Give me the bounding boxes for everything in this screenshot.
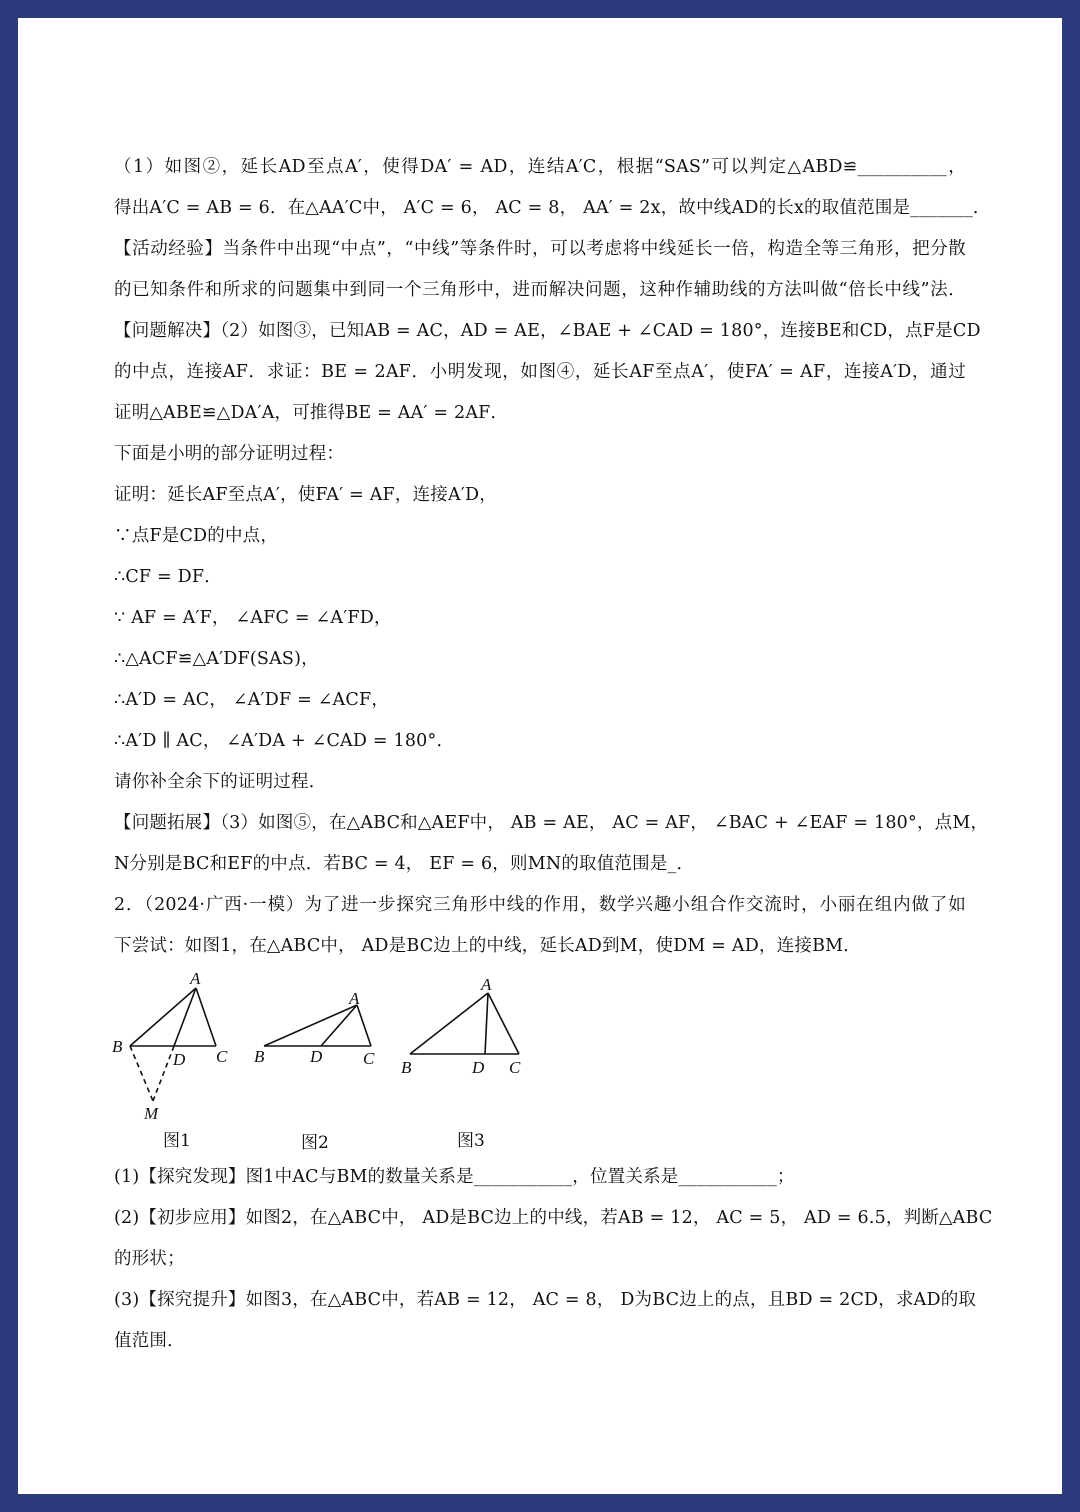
fig1-label-b: B <box>112 1037 123 1056</box>
text-line: 2．（2024·广西·一模）为了进一步探究三角形中线的作用，数学兴趣小组合作交流时，小丽在组内做了如 <box>114 895 966 915</box>
fig3-caption: 图3 <box>457 1131 485 1151</box>
fig1-caption: 图1 <box>163 1131 191 1151</box>
text-line: 【问题解决】（2）如图③，已知AB = AC，AD = AE，∠BAE + ∠CAD = 180°，连接BE和CD，点F是CD <box>114 321 981 341</box>
fig1-label-d: D <box>173 1050 186 1069</box>
text-line: (1)【探究发现】图1中AC与BM的数量关系是___________，位置关系是___________； <box>114 1167 795 1187</box>
text-line: ∴CF = DF． <box>114 567 222 587</box>
text-line: 证明：延长AF至点A′，使FA′ = AF，连接A′D， <box>114 485 497 505</box>
fig1-label-c: C <box>216 1047 228 1066</box>
fig2-label-b: B <box>254 1047 265 1066</box>
fig3-label-d: D <box>472 1058 485 1077</box>
text-line: 值范围． <box>114 1331 185 1351</box>
text-line: 的形状； <box>114 1249 185 1269</box>
text-line: ∴A′D = AC， ∠A′DF = ∠ACF， <box>114 690 390 710</box>
text-line: 请你补全余下的证明过程． <box>114 772 327 792</box>
text-line: 下尝试：如图1，在△ABC中， AD是BC边上的中线，延长AD到M，使DM = AD，连接BM． <box>114 936 861 956</box>
geometry-figures <box>18 18 1062 1494</box>
fig1-label-m: M <box>144 1104 159 1123</box>
fig2-caption: 图2 <box>301 1133 329 1153</box>
text-line: ∵ AF = A′F， ∠AFC = ∠A′FD， <box>114 608 392 628</box>
text-line: 【问题拓展】（3）如图⑤，在△ABC和△AEF中， AB = AE， AC = AF， ∠BAC + ∠EAF = 180°，点M， <box>114 813 989 833</box>
text-line: 证明△ABE≌△DA′A，可推得BE = AA′ = 2AF． <box>114 403 509 423</box>
text-line: (2)【初步应用】如图2，在△ABC中， AD是BC边上的中线，若AB = 12， AC = 5， AD = 6.5，判断△ABC <box>114 1208 993 1228</box>
fig3-label-c: C <box>509 1058 521 1077</box>
text-line: (3)【探究提升】如图3，在△ABC中，若AB = 12， AC = 8， D为BC边上的点，且BD = 2CD，求AD的取 <box>114 1290 977 1310</box>
text-line: 下面是小明的部分证明过程： <box>114 444 345 464</box>
text-line: ∵点F是CD的中点， <box>114 526 279 546</box>
fig2-label-c: C <box>363 1049 375 1068</box>
fig1-label-a: A <box>190 969 201 988</box>
fig3-label-b: B <box>401 1058 412 1077</box>
text-line: ∴△ACF≌△A′DF(SAS)， <box>114 649 319 669</box>
text-line: 得出A′C = AB = 6．在△AA′C中， A′C = 6， AC = 8， AA′ = 2x，故中线AD的长x的取值范围是_______． <box>114 198 991 218</box>
document-page <box>18 18 1062 1494</box>
text-line: ∴A′D ∥ AC， ∠A′DA + ∠CAD = 180°． <box>114 731 455 751</box>
figure-2 <box>254 989 375 1068</box>
fig3-label-a: A <box>481 975 492 994</box>
text-line: （1）如图②，延长AD至点A′，使得DA′ = AD，连结A′C，根据“SAS”可以判定△ABD≌__________， <box>114 157 966 177</box>
figure-3 <box>401 975 521 1077</box>
text-line: 的中点，连接AF．求证：BE = 2AF．小明发现，如图④，延长AF至点A′，使FA′ = AF，连接A′D，通过 <box>114 362 966 382</box>
text-line: 的已知条件和所求的问题集中到同一个三角形中，进而解决问题，这种作辅助线的方法叫做“倍长中线”法． <box>114 280 966 300</box>
text-line: 【活动经验】当条件中出现“中点”，“中线”等条件时，可以考虑将中线延长一倍，构造全等三角形，把分散 <box>114 239 966 259</box>
fig2-label-d: D <box>310 1047 323 1066</box>
fig2-label-a: A <box>349 989 360 1008</box>
figure-1 <box>112 969 228 1123</box>
text-line: N分别是BC和EF的中点．若BC = 4， EF = 6，则MN的取值范围是_． <box>114 854 695 874</box>
